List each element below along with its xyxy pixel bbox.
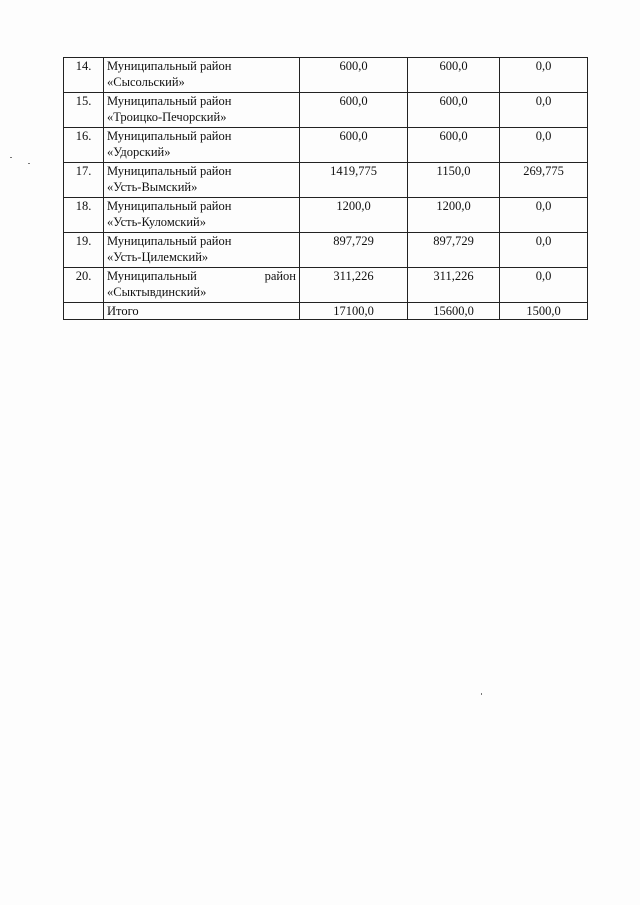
name-line-1: Муниципальный район — [107, 59, 232, 73]
table-row — [64, 268, 588, 303]
name-line-1 — [107, 268, 296, 284]
scan-speck — [28, 163, 30, 164]
scan-speck — [481, 693, 482, 695]
value-total: 1419,775 — [300, 163, 408, 198]
name-word-1: Муниципальный — [107, 269, 197, 283]
value-total: 600,0 — [300, 128, 408, 163]
row-number: 17. — [64, 163, 104, 198]
row-number: 16. — [64, 128, 104, 163]
name-line-2: «Сыктывдинский» — [107, 285, 207, 299]
municipality-name — [104, 163, 300, 198]
name-line-2: «Троицко-Печорский» — [107, 110, 227, 124]
value-part-2: 0,0 — [500, 233, 588, 268]
value-part-1: 1200,0 — [408, 198, 500, 233]
name-line-1: Муниципальный район — [107, 94, 232, 108]
value-part-2: 0,0 — [500, 58, 588, 93]
row-number: 18. — [64, 198, 104, 233]
name-line-2: «Усть-Вымский» — [107, 180, 198, 194]
value-part-2: 269,775 — [500, 163, 588, 198]
value-part-1: 897,729 — [408, 233, 500, 268]
municipality-name — [104, 58, 300, 93]
value-part-1: 600,0 — [408, 58, 500, 93]
name-line-2: «Удорский» — [107, 145, 171, 159]
table-row — [64, 163, 588, 198]
table-row — [64, 58, 588, 93]
table-row — [64, 93, 588, 128]
value-part-2: 0,0 — [500, 268, 588, 303]
row-number: 14. — [64, 58, 104, 93]
value-part-1: 600,0 — [408, 93, 500, 128]
value-part-2: 0,0 — [500, 128, 588, 163]
value-part-1: 311,226 — [408, 268, 500, 303]
name-line-1: Муниципальный район — [107, 129, 232, 143]
name-line-2: «Сысольский» — [107, 75, 185, 89]
name-line-2: «Усть-Куломский» — [107, 215, 206, 229]
value-total: 600,0 — [300, 93, 408, 128]
row-number: 15. — [64, 93, 104, 128]
municipality-name — [104, 198, 300, 233]
name-line-1: Муниципальный район — [107, 199, 232, 213]
value-total: 1200,0 — [300, 198, 408, 233]
row-number: 19. — [64, 233, 104, 268]
name-line-1: Муниципальный район — [107, 164, 232, 178]
scan-speck — [10, 157, 12, 158]
municipality-name — [104, 128, 300, 163]
row-number: 20. — [64, 268, 104, 303]
value-total: 600,0 — [300, 58, 408, 93]
value-total: 311,226 — [300, 268, 408, 303]
name-line-1: Муниципальный район — [107, 234, 232, 248]
value-part-2: 0,0 — [500, 93, 588, 128]
municipality-name — [104, 268, 300, 303]
total-row — [64, 303, 588, 320]
name-word-2: район — [264, 269, 296, 283]
name-line-2: «Усть-Цилемский» — [107, 250, 209, 264]
table-row — [64, 128, 588, 163]
value-part-2: 0,0 — [500, 198, 588, 233]
table-row — [64, 198, 588, 233]
row-number — [64, 303, 104, 320]
value-part-1: 1150,0 — [408, 163, 500, 198]
table-row — [64, 233, 588, 268]
municipality-name — [104, 233, 300, 268]
total-value-part-1: 15600,0 — [408, 303, 500, 320]
total-value-part-2: 1500,0 — [500, 303, 588, 320]
value-part-1: 600,0 — [408, 128, 500, 163]
municipality-name — [104, 93, 300, 128]
value-total: 897,729 — [300, 233, 408, 268]
allocation-table — [63, 57, 588, 320]
total-label: Итого — [104, 303, 300, 320]
total-value-total: 17100,0 — [300, 303, 408, 320]
